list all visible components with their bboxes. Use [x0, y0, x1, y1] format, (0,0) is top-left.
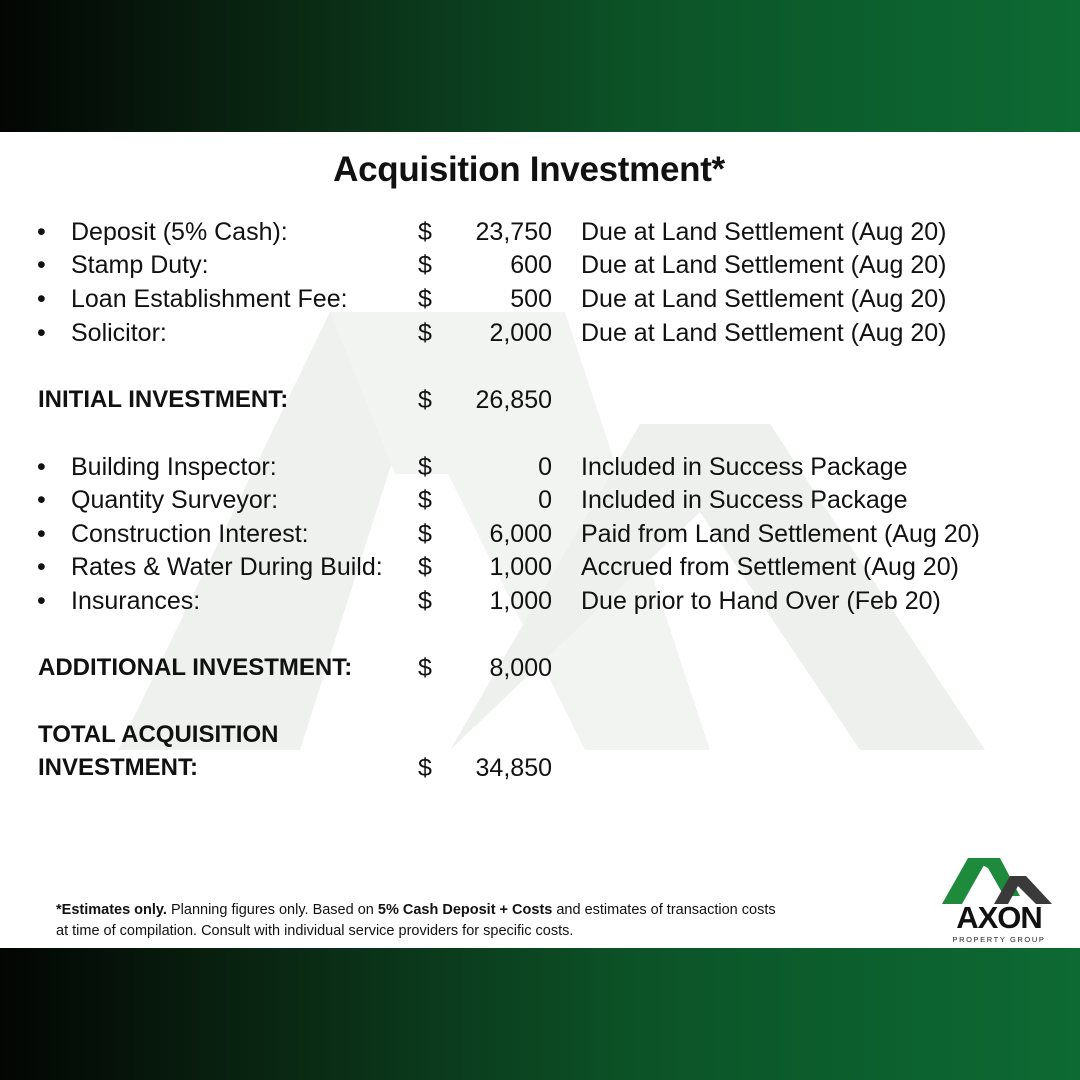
- item-note: Paid from Land Settlement (Aug 20): [581, 520, 980, 548]
- line-item-row: [0, 285, 1080, 319]
- axon-logo: [938, 856, 1060, 946]
- subtotal-amount: 8,000: [489, 654, 552, 682]
- item-note: Included in Success Package: [581, 486, 908, 514]
- initial-investment-row: [0, 386, 1080, 420]
- item-amount: 1,000: [489, 553, 552, 581]
- item-amount: 2,000: [489, 319, 552, 347]
- currency-symbol: $: [418, 218, 432, 246]
- item-amount: 0: [538, 486, 552, 514]
- currency-symbol: $: [418, 285, 432, 313]
- currency-symbol: $: [418, 386, 432, 414]
- item-label: Rates & Water During Build:: [71, 553, 383, 581]
- item-note: Due at Land Settlement (Aug 20): [581, 285, 947, 313]
- bottom-green-band: [0, 948, 1080, 1080]
- total-label-line2: INVESTMENT:: [38, 754, 199, 781]
- item-label: Construction Interest:: [71, 520, 309, 548]
- line-item-row: [0, 587, 1080, 621]
- line-item-row: [0, 251, 1080, 285]
- logo-wordmark: AXON: [956, 900, 1042, 935]
- currency-symbol: $: [418, 453, 432, 481]
- currency-symbol: $: [418, 553, 432, 581]
- item-amount: 1,000: [489, 587, 552, 615]
- total-investment-row: [0, 754, 1080, 788]
- item-label: Building Inspector:: [71, 453, 277, 481]
- disclaimer: [56, 900, 876, 942]
- bullet: •: [37, 553, 46, 581]
- total-label-line1-row: [0, 721, 1080, 755]
- currency-symbol: $: [418, 319, 432, 347]
- item-amount: 600: [510, 251, 552, 279]
- item-note: Due at Land Settlement (Aug 20): [581, 319, 947, 347]
- item-note: Accrued from Settlement (Aug 20): [581, 553, 959, 581]
- currency-symbol: $: [418, 486, 432, 514]
- line-item-row: [0, 319, 1080, 353]
- currency-symbol: $: [418, 754, 432, 782]
- line-item-row: [0, 553, 1080, 587]
- item-amount: 500: [510, 285, 552, 313]
- disclaimer-text: Planning figures only. Based on: [166, 902, 378, 918]
- item-note: Due prior to Hand Over (Feb 20): [581, 587, 941, 615]
- bullet: •: [37, 520, 46, 548]
- item-amount: 23,750: [475, 218, 552, 246]
- bullet: •: [37, 218, 46, 246]
- slide: [0, 132, 1080, 948]
- item-label: Insurances:: [71, 587, 201, 615]
- line-item-row: [0, 218, 1080, 252]
- bullet: •: [37, 453, 46, 481]
- currency-symbol: $: [418, 587, 432, 615]
- bullet: •: [37, 486, 46, 514]
- disclaimer-bold-estimates: *Estimates only.: [56, 902, 167, 918]
- currency-symbol: $: [418, 251, 432, 279]
- disclaimer-line2: at time of compilation. Consult with individual service providers for specific costs.: [56, 923, 574, 939]
- subtotal-label: INITIAL INVESTMENT:: [38, 386, 289, 413]
- currency-symbol: $: [418, 654, 432, 682]
- top-green-band: [0, 0, 1080, 132]
- item-label: Stamp Duty:: [71, 251, 209, 279]
- item-note: Due at Land Settlement (Aug 20): [581, 251, 947, 279]
- item-note: Due at Land Settlement (Aug 20): [581, 218, 947, 246]
- item-label: Solicitor:: [71, 319, 167, 347]
- subtotal-amount: 26,850: [475, 386, 552, 414]
- subtotal-label: ADDITIONAL INVESTMENT:: [38, 654, 353, 681]
- bullet: •: [37, 285, 46, 313]
- line-item-row: [0, 486, 1080, 520]
- item-amount: 6,000: [489, 520, 552, 548]
- logo-mark-icon: [938, 856, 1060, 906]
- disclaimer-bold-basis: 5% Cash Deposit + Costs: [377, 902, 553, 918]
- currency-symbol: $: [418, 520, 432, 548]
- bullet: •: [37, 251, 46, 279]
- item-label: Deposit (5% Cash):: [71, 218, 288, 246]
- logo-subtitle: PROPERTY GROUP: [952, 935, 1046, 944]
- line-item-row: [0, 520, 1080, 554]
- total-amount: 34,850: [475, 754, 552, 782]
- bullet: •: [37, 587, 46, 615]
- page-title: Acquisition Investment*: [333, 150, 725, 189]
- bullet: •: [37, 319, 46, 347]
- item-note: Included in Success Package: [581, 453, 908, 481]
- disclaimer-text: and estimates of transaction costs: [552, 902, 776, 918]
- additional-investment-row: [0, 654, 1080, 688]
- item-label: Quantity Surveyor:: [71, 486, 279, 514]
- line-item-row: [0, 453, 1080, 487]
- item-amount: 0: [538, 453, 552, 481]
- total-label-line1: TOTAL ACQUISITION: [38, 721, 279, 748]
- item-label: Loan Establishment Fee:: [71, 285, 348, 313]
